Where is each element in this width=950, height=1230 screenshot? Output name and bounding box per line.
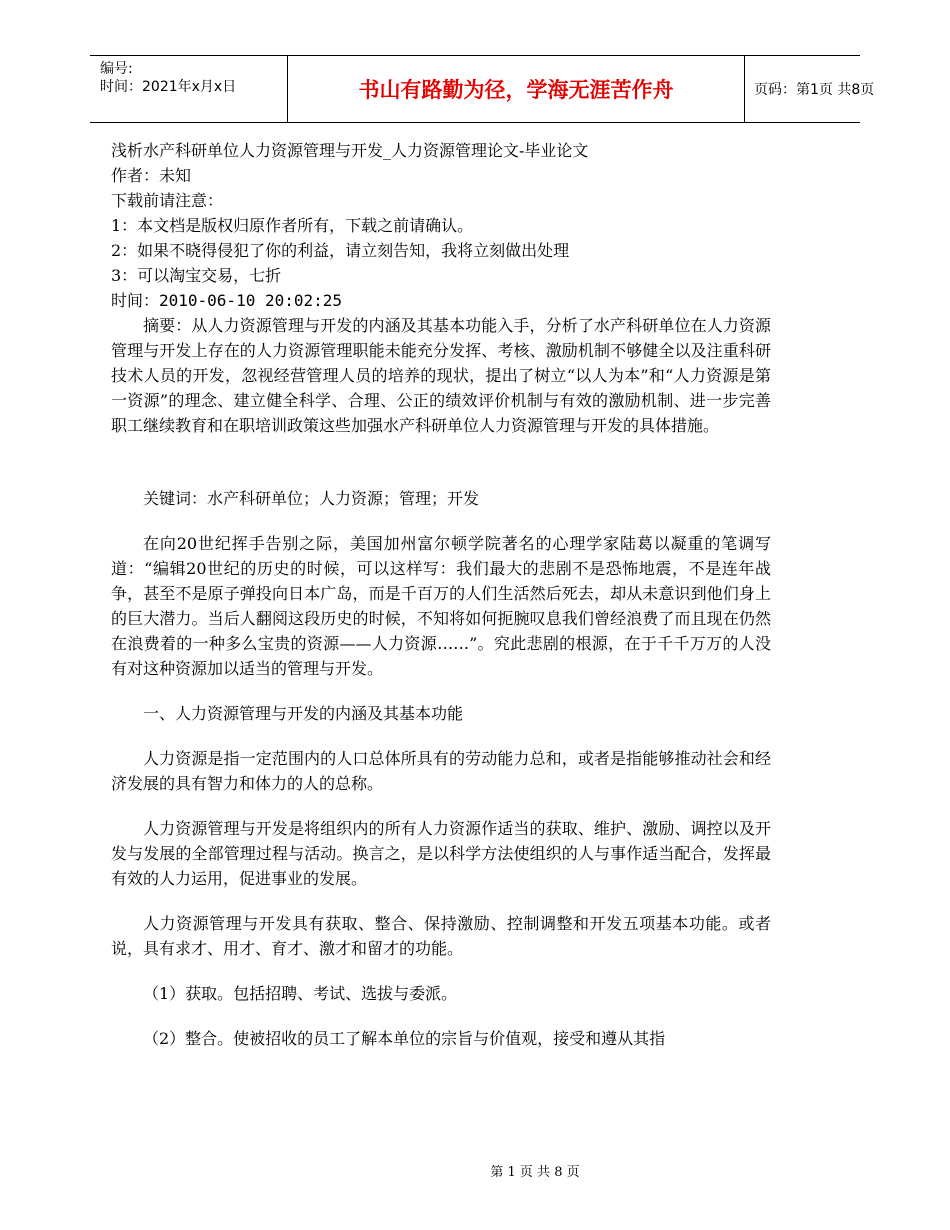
notice-item: 3：可以淘宝交易，七折 (111, 266, 282, 285)
abstract-paragraph: 摘要：从人力资源管理与开发的内涵及其基本功能入手，分析了水产科研单位在人力资源管理与开发上存在的人力资源管理职能未能充分发挥、考核、激励机制不够健全以及注重科研技术人员的开发，忽视经营管理人员的培养的现状，提出了树立“以人为本”和“人力资源是第一资源”的理念、建立健全科学、合理、公正的绩效评价机制与有效的激励机制、进一步完善职工继续教育和在职培训政策这些加强水产科研单位人力资源管理与开发的具体措施。 (111, 316, 771, 435)
definition-paragraph: 人力资源是指一定范围内的人口总体所具有的劳动能力总和，或者是指能够推动社会和经济发展的具有智力和体力的人的总称。 (111, 749, 771, 793)
header-page-info: 页码：第1页 共8页 (754, 82, 875, 98)
list-item-acquire: （1）获取。包括招聘、考试、选拔与委派。 (143, 984, 458, 1003)
section-heading: 一、人力资源管理与开发的内涵及其基本功能 (143, 704, 464, 723)
functions-paragraph: 人力资源管理与开发具有获取、整合、保持激励、控制调整和开发五项基本功能。或者说，具有求才、用才、育才、激才和留才的功能。 (111, 914, 771, 958)
notice-item: 1：本文档是版权归原作者所有，下载之前请确认。 (111, 216, 474, 235)
doc-author: 作者：未知 (111, 166, 192, 185)
doc-time: 时间：2010-06-10 20:02:25 (111, 291, 343, 310)
keywords-line: 关键词：水产科研单位；人力资源；管理；开发 (143, 489, 480, 508)
intro-paragraph: 在向20世纪挥手告别之际，美国加州富尔顿学院著名的心理学家陆葛以凝重的笔调写道：“编辑20世纪的历史的时候，可以这样写：我们最大的悲剧不是恐怖地震，不是连年战争，甚至不是原子弹投向日本广岛，而是千百万的人们生活然后死去，却从未意识到他们身上的巨大潜力。当后人翻阅这段历史的时候，不知将如何扼腕叹息我们曾经浪费了而且现在仍然在浪费着的一种多么宝贵的资源——人力资源……”。究此悲剧的根源，在于千千万万的人没有对这种资源加以适当的管理与开发。 (111, 534, 771, 678)
document-header (90, 55, 875, 123)
doc-title: 浅析水产科研单位人力资源管理与开发_人力资源管理论文-毕业论文 (111, 141, 589, 160)
notice-heading: 下载前请注意： (111, 191, 224, 210)
number-label: 编号: (100, 61, 133, 77)
header-meta (100, 60, 290, 118)
time-label: 时间：2021年x月x日 (100, 79, 237, 95)
notice-item: 2：如果不晓得侵犯了你的利益，请立刻告知，我将立刻做出处理 (111, 241, 570, 260)
document-body (111, 138, 771, 1051)
page-footer: 第 1 页 共 8 页 (490, 1165, 580, 1180)
list-item-integrate: （2）整合。使被招收的员工了解本单位的宗旨与价值观，接受和遵从其指 (143, 1029, 666, 1048)
management-paragraph: 人力资源管理与开发是将组织内的所有人力资源作适当的获取、维护、激励、调控以及开发与发展的全部管理过程与活动。换言之，是以科学方法使组织的人与事作适当配合，发挥最有效的人力运用，促进事业的发展。 (111, 819, 771, 888)
header-motto: 书山有路勤为径，学海无涯苦作舟 (287, 56, 745, 122)
